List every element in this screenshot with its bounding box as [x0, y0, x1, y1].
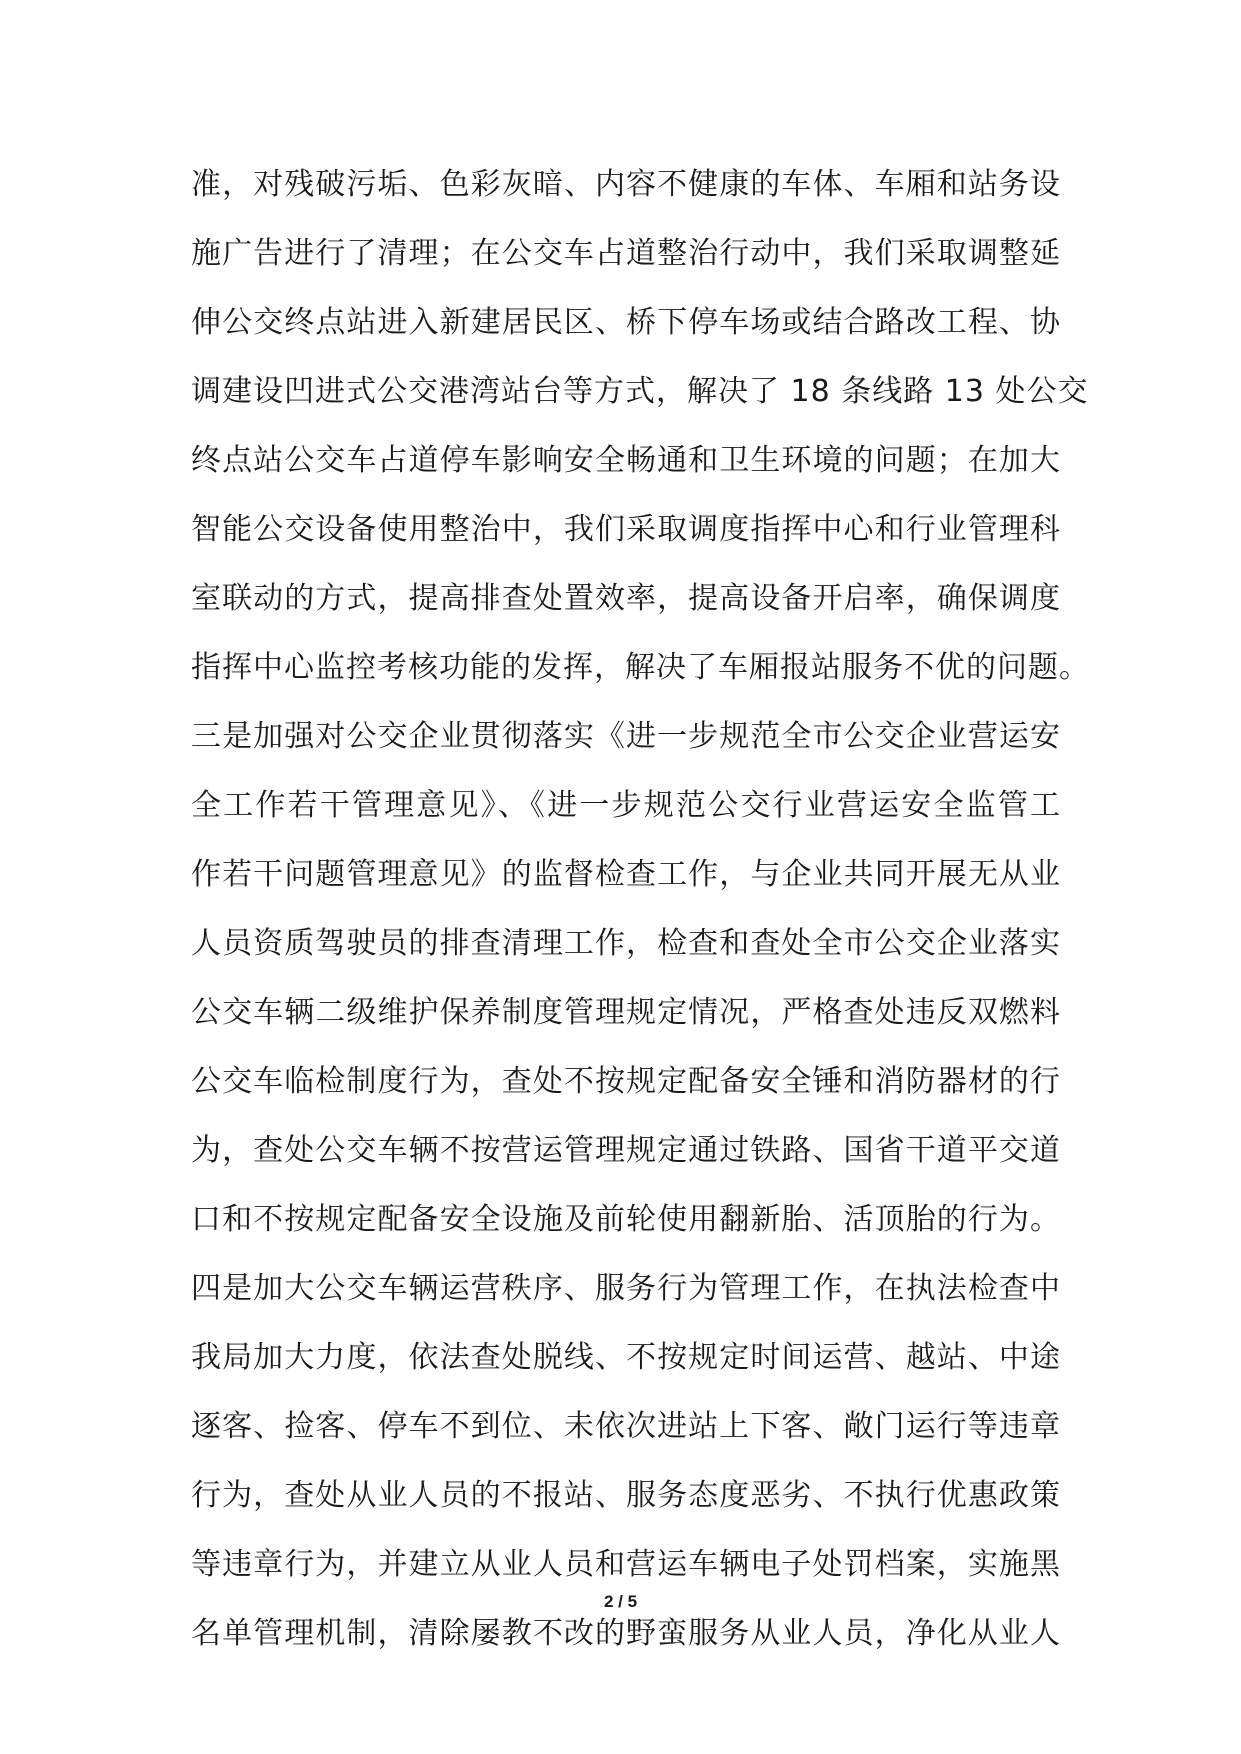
text-line: 作若干问题管理意见》的监督检查工作，与企业共同开展无从业: [191, 857, 1061, 892]
text-line: 伸公交终点站进入新建居民区、桥下停车场或结合路改工程、协: [191, 305, 1061, 340]
text-line: 逐客、捡客、停车不到位、未依次进站上下客、敞门运行等违章: [191, 1409, 1061, 1444]
text-line: 等违章行为，并建立从业人员和营运车辆电子处罚档案，实施黑: [191, 1547, 1061, 1582]
text-line: 行为，查处从业人员的不报站、服务态度恶劣、不执行优惠政策: [191, 1478, 1061, 1513]
text-line: 终点站公交车占道停车影响安全畅通和卫生环境的问题；在加大: [191, 443, 1061, 478]
text-line: 准，对残破污垢、色彩灰暗、内容不健康的车体、车厢和站务设: [191, 167, 1061, 202]
body-text: [191, 150, 1090, 1668]
text-line: 施广告进行了清理；在公交车占道整治行动中，我们采取调整延: [191, 236, 1061, 271]
text-line: 调建设凹进式公交港湾站台等方式，解决了 18 条线路 13 处公交: [191, 374, 1089, 409]
text-line: 公交车临检制度行为，查处不按规定配备安全锤和消防器材的行: [191, 1064, 1061, 1099]
text-line: 我局加大力度，依法查处脱线、不按规定时间运营、越站、中途: [191, 1340, 1061, 1375]
text-line: 四是加大公交车辆运营秩序、服务行为管理工作，在执法检查中: [191, 1271, 1061, 1306]
text-line: 全工作若干管理意见》、《进一步规范公交行业营运安全监管工: [191, 788, 1061, 823]
text-line: 为，查处公交车辆不按营运管理规定通过铁路、国省干道平交道: [191, 1133, 1061, 1168]
text-line: 名单管理机制，清除屡教不改的野蛮服务从业人员，净化从业人: [191, 1616, 1061, 1651]
text-line: 智能公交设备使用整治中，我们采取调度指挥中心和行业管理科: [191, 512, 1061, 547]
text-line: 人员资质驾驶员的排查清理工作，检查和查处全市公交企业落实: [191, 926, 1061, 961]
text-line: 口和不按规定配备安全设施及前轮使用翻新胎、活顶胎的行为。: [191, 1202, 1061, 1237]
text-line: 指挥中心监控考核功能的发挥，解决了车厢报站服务不优的问题。: [191, 650, 1090, 685]
page-number: 2 / 5: [603, 1592, 638, 1611]
text-line: 公交车辆二级维护保养制度管理规定情况，严格查处违反双燃料: [191, 995, 1061, 1030]
text-line: 室联动的方式，提高排查处置效率，提高设备开启率，确保调度: [191, 581, 1061, 616]
text-line: 三是加强对公交企业贯彻落实《进一步规范全市公交企业营运安: [191, 719, 1061, 754]
